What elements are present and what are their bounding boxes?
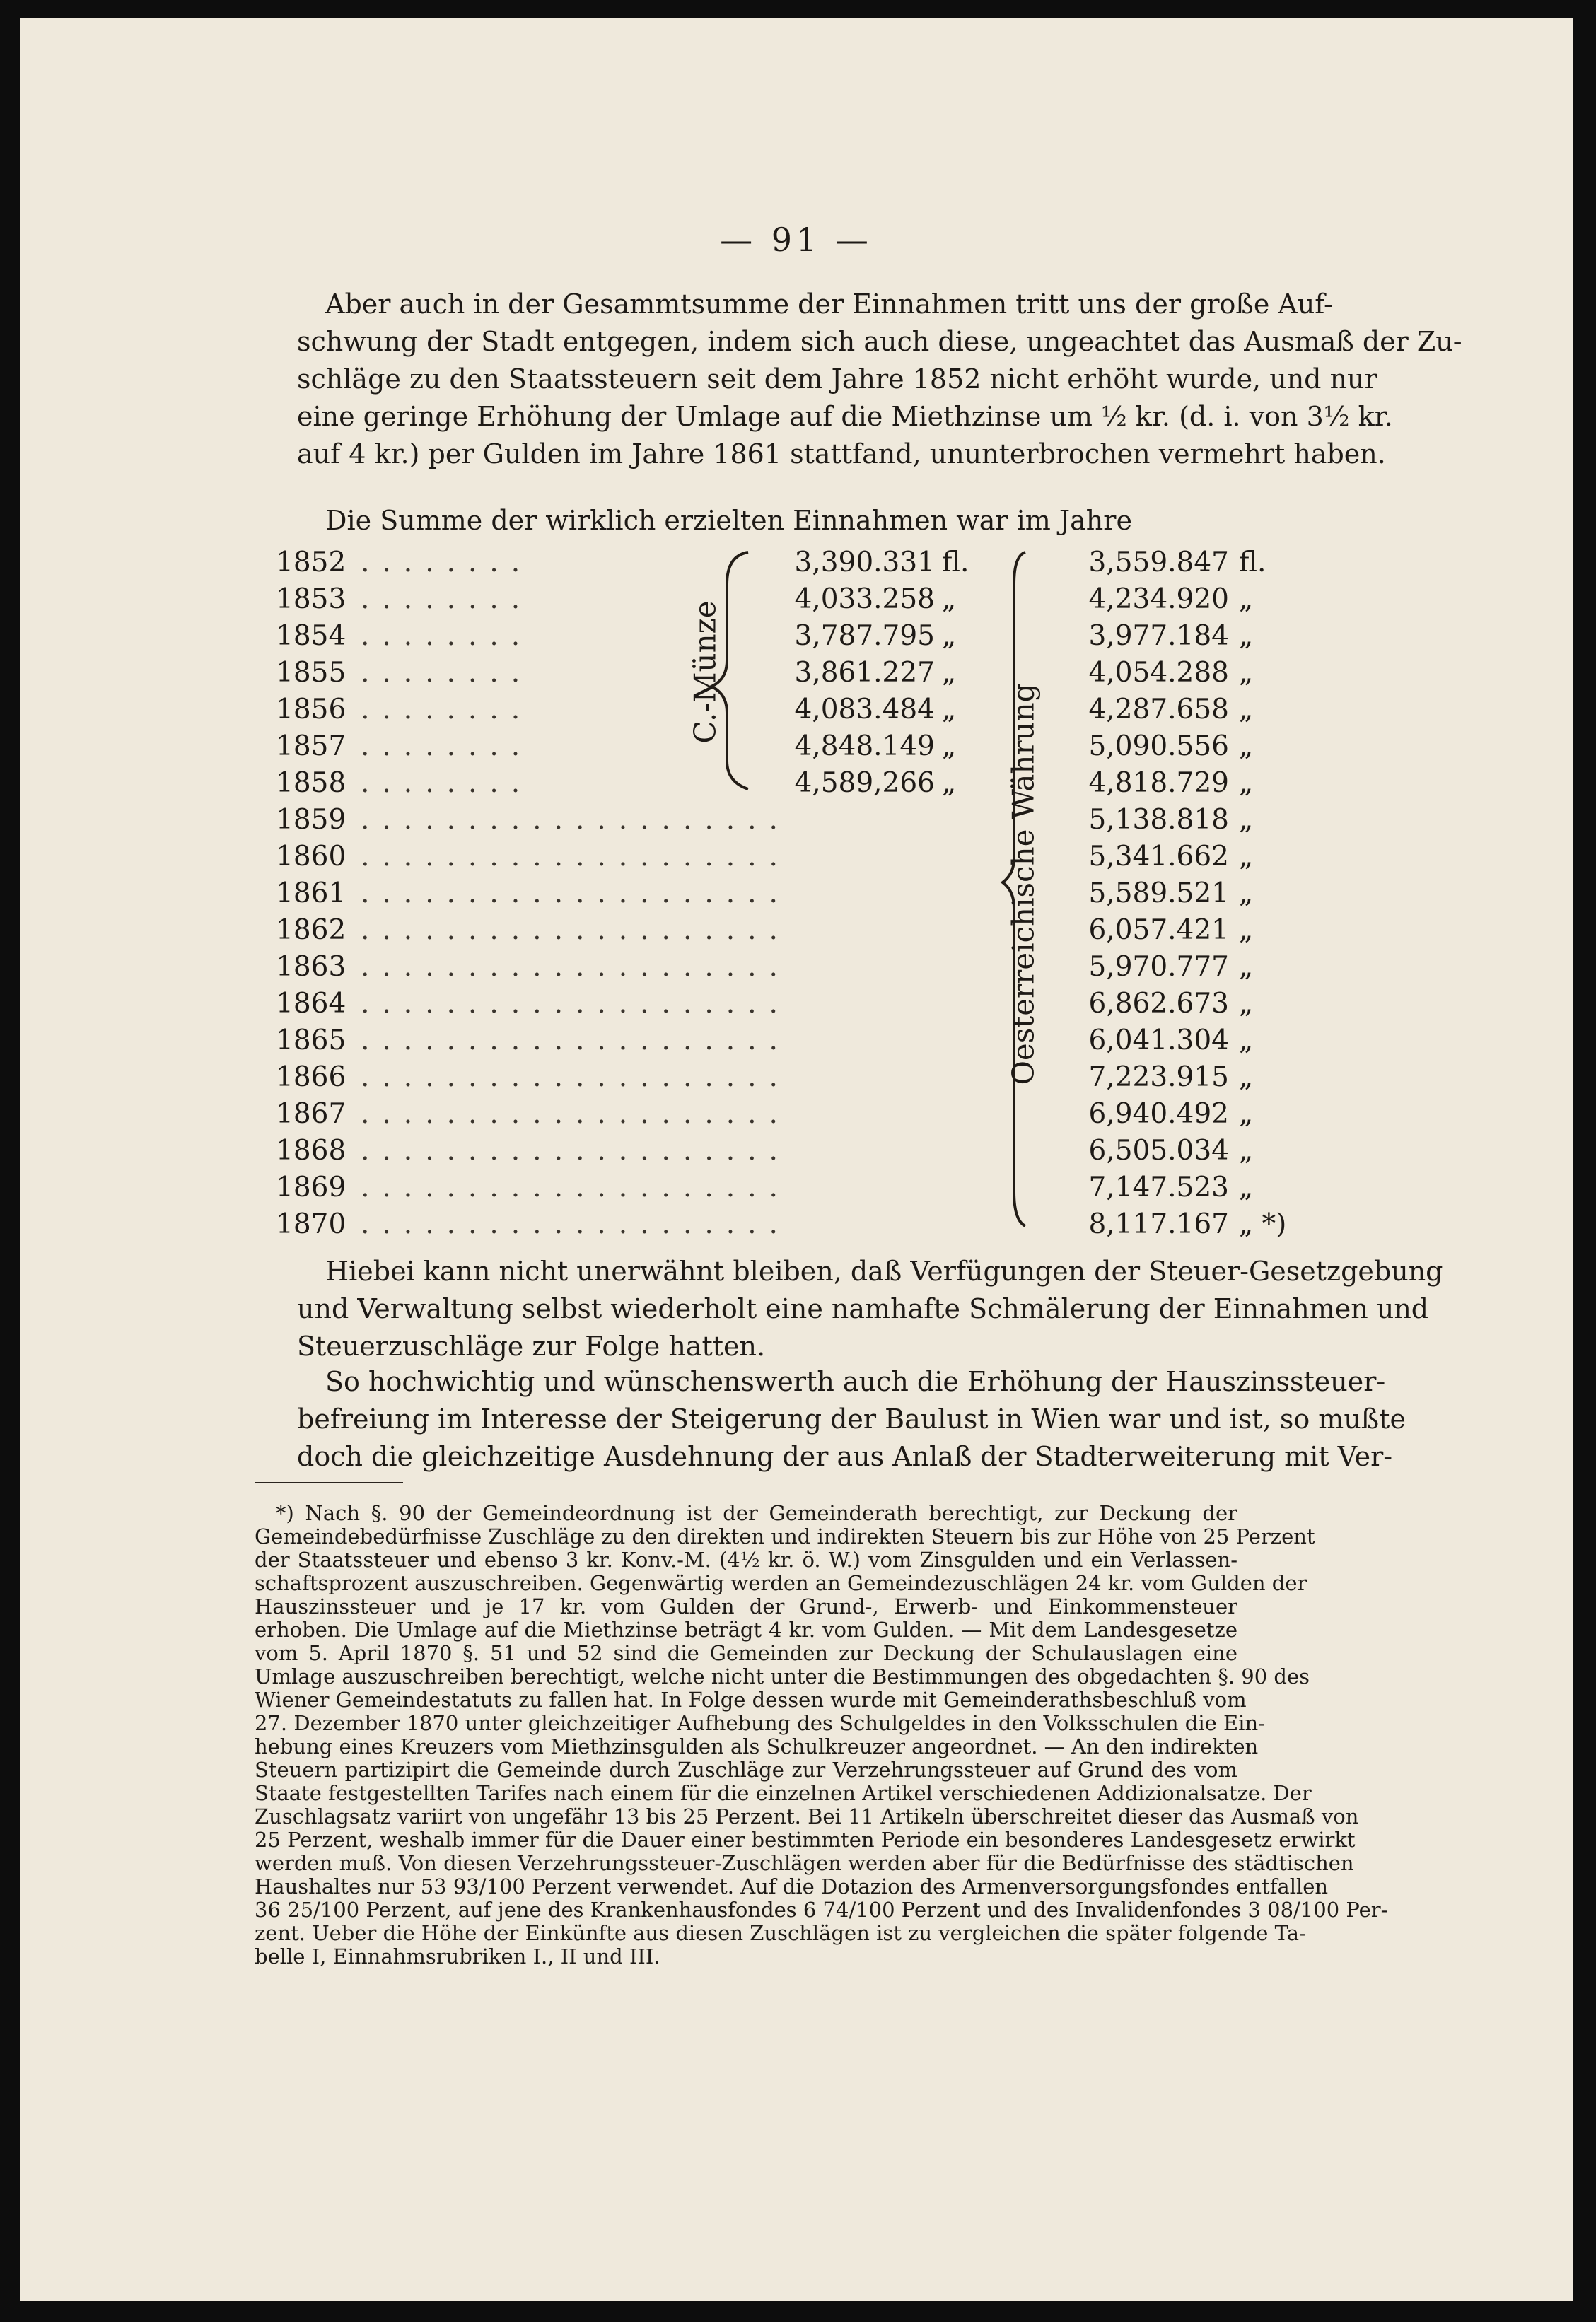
ow-value: 3,977.184: [1088, 620, 1229, 652]
footnote-line: Staate festgestellten Tarifes nach einem für die einzelnen Artikel verschiedenen Addizionalsatze. Der: [255, 1781, 1312, 1805]
cm-unit: „: [942, 730, 957, 762]
leader-dots: ....................: [361, 877, 791, 909]
cm-value: 3,861.227: [794, 657, 935, 689]
cm-unit: „: [942, 694, 957, 725]
ow-unit: „: [1239, 1025, 1254, 1056]
footnote-line: belle I, Einnahmsrubriken I., II und III.: [255, 1944, 660, 1968]
year-cell: 1853: [276, 583, 346, 615]
cm-value: 4,033.258: [794, 583, 935, 615]
ow-value: 3,559.847: [1088, 547, 1229, 578]
year-cell: 1855: [276, 657, 346, 689]
leader-dots: ........: [361, 730, 533, 762]
leader-dots: ........: [361, 620, 533, 652]
cm-unit: „: [942, 583, 957, 615]
paragraph-3: [297, 1363, 1406, 1476]
leader-dots: ........: [361, 547, 533, 578]
ow-unit: „: [1239, 804, 1254, 836]
intro-line: eine geringe Erhöhung der Umlage auf die Miethzinse um ½ kr. (d. i. von 3½ kr.: [297, 401, 1393, 432]
year-cell: 1864: [276, 988, 346, 1020]
leader-dots: ....................: [361, 914, 791, 946]
footnote-line: schaftsprozent auszuschreiben. Gegenwärtig werden an Gemeindezuschlägen 24 kr. vom Gulden der: [255, 1571, 1307, 1595]
year-cell: 1857: [276, 730, 346, 762]
ow-value: 6,862.673: [1088, 988, 1229, 1020]
ow-unit: „: [1239, 877, 1254, 909]
ow-unit: „: [1239, 988, 1254, 1020]
leader-dots: ........: [361, 694, 533, 725]
footnote-line: 27. Dezember 1870 unter gleichzeitiger Aufhebung des Schulgeldes in den Volksschulen die Ein-: [255, 1711, 1265, 1735]
leader-dots: ....................: [361, 1208, 791, 1240]
leader-dots: ....................: [361, 988, 791, 1020]
year-cell: 1862: [276, 914, 346, 946]
ow-value: 6,505.034: [1088, 1135, 1229, 1167]
ow-value: 5,589.521: [1088, 877, 1229, 909]
year-cell: 1854: [276, 620, 346, 652]
footnote-line: Gemeindebedürfnisse Zuschläge zu den direkten und indirekten Steuern bis zur Höhe von 25 Perzent: [255, 1524, 1315, 1548]
ow-unit: „: [1239, 694, 1254, 725]
footnote-line: zent. Ueber die Höhe der Einkünfte aus diesen Zuschlägen ist zu vergleichen die später folgende Ta-: [255, 1921, 1306, 1945]
footnote-line: 36 25/100 Perzent, auf jene des Krankenhausfondes 6 74/100 Perzent und des Invalidenfondes 3 08/100 Per-: [255, 1898, 1388, 1922]
leader-dots: ....................: [361, 1172, 791, 1203]
paragraph-line: Steuerzuschläge zur Folge hatten.: [297, 1331, 766, 1362]
leader-dots: ....................: [361, 1025, 791, 1056]
ow-value: 6,041.304: [1088, 1025, 1229, 1056]
cm-value: 4,848.149: [794, 730, 935, 762]
cm-value: 4,589,266: [794, 767, 935, 799]
document-page: [20, 18, 1573, 2301]
paragraph-2: [297, 1253, 1443, 1365]
leader-dots: ....................: [361, 951, 791, 983]
ow-unit: „ *): [1239, 1208, 1287, 1240]
intro-line: schläge zu den Staatssteuern seit dem Jahre 1852 nicht erhöht wurde, und nur: [297, 363, 1377, 395]
ow-unit: „: [1239, 841, 1254, 873]
footnote-line: werden muß. Von diesen Verzehrungssteuer-Zuschlägen werden aber für die Bedürfnisse des städtischen: [255, 1851, 1354, 1875]
ow-value: 4,287.658: [1088, 694, 1229, 725]
year-cell: 1852: [276, 547, 346, 578]
footnote: [255, 1501, 1388, 1968]
footnote-line: Wiener Gemeindestatuts zu fallen hat. In Folge dessen wurde mit Gemeinderathsbeschluß vom: [255, 1688, 1247, 1712]
year-cell: 1856: [276, 694, 346, 725]
ow-unit: fl.: [1239, 547, 1266, 578]
year-cell: 1863: [276, 951, 346, 983]
year-cell: 1860: [276, 841, 346, 873]
year-cell: 1858: [276, 767, 346, 799]
ow-value: 4,818.729: [1088, 767, 1229, 799]
ow-unit: „: [1239, 1172, 1254, 1203]
ow-label: Oesterreichische Währung: [1006, 683, 1041, 1085]
leader-dots: ....................: [361, 804, 791, 836]
year-cell: 1869: [276, 1172, 346, 1203]
footnote-rule: [255, 1482, 403, 1483]
ow-unit: „: [1239, 657, 1254, 689]
leader-dots: ....................: [361, 1061, 791, 1093]
footnote-line: *) Nach §. 90 der Gemeindeordnung ist der Gemeinderath berechtigt, zur Deckung der: [276, 1501, 1237, 1525]
footnote-line: Umlage auszuschreiben berechtigt, welche nicht unter die Bestimmungen des obgedachten §. 90 des: [255, 1664, 1310, 1688]
table-intro-line: Die Summe der wirklich erzielten Einnahmen war im Jahre: [325, 505, 1132, 536]
year-cell: 1865: [276, 1025, 346, 1056]
ow-value: 6,057.421: [1088, 914, 1229, 946]
ow-unit: „: [1239, 1098, 1254, 1130]
leader-dots: ....................: [361, 1098, 791, 1130]
leader-dots: ....................: [361, 1135, 791, 1167]
ow-value: 5,970.777: [1088, 951, 1229, 983]
footnote-line: erhoben. Die Umlage auf die Miethzinse beträgt 4 kr. vom Gulden. — Mit dem Landesgesetze: [255, 1618, 1237, 1642]
ow-unit: „: [1239, 730, 1254, 762]
ow-unit: „: [1239, 951, 1254, 983]
page-number: — 91 —: [720, 221, 873, 259]
cm-unit: „: [942, 620, 957, 652]
leader-dots: ........: [361, 767, 533, 799]
cm-unit: „: [942, 767, 957, 799]
ow-unit: „: [1239, 767, 1254, 799]
ow-value: 4,234.920: [1088, 583, 1229, 615]
paragraph-line: und Verwaltung selbst wiederholt eine namhafte Schmälerung der Einnahmen und: [297, 1293, 1429, 1324]
cm-unit: fl.: [942, 547, 969, 578]
paragraph-line: doch die gleichzeitige Ausdehnung der aus Anlaß der Stadterweiterung mit Ver-: [297, 1441, 1393, 1472]
cm-value: 3,787.795: [794, 620, 935, 652]
ow-value: 5,090.556: [1088, 730, 1229, 762]
ow-value: 7,147.523: [1088, 1172, 1229, 1203]
paragraph-line: Hiebei kann nicht unerwähnt bleiben, daß Verfügungen der Steuer-Gesetzgebung: [325, 1256, 1443, 1287]
intro-line: auf 4 kr.) per Gulden im Jahre 1861 stattfand, ununterbrochen vermehrt haben.: [297, 438, 1386, 469]
year-cell: 1859: [276, 804, 346, 836]
intro-line: Aber auch in der Gesammtsumme der Einnahmen tritt uns der große Auf-: [325, 288, 1333, 320]
leader-dots: ....................: [361, 841, 791, 873]
paragraph-line: So hochwichtig und wünschenswerth auch die Erhöhung der Hauszinssteuer-: [325, 1366, 1386, 1397]
intro-line: schwung der Stadt entgegen, indem sich auch diese, ungeachtet das Ausmaß der Zu-: [297, 326, 1462, 357]
footnote-line: vom 5. April 1870 §. 51 und 52 sind die Gemeinden zur Deckung der Schulauslagen eine: [255, 1641, 1237, 1665]
footnote-line: hebung eines Kreuzers vom Miethzinsgulden als Schulkreuzer angeordnet. — An den indirekten: [255, 1734, 1259, 1758]
ow-unit: „: [1239, 583, 1254, 615]
year-cell: 1870: [276, 1208, 346, 1240]
ow-unit: „: [1239, 1135, 1254, 1167]
year-cell: 1866: [276, 1061, 346, 1093]
year-cell: 1861: [276, 877, 346, 909]
footnote-line: 25 Perzent, weshalb immer für die Dauer einer bestimmten Periode ein besonderes Landesgesetz erwirkt: [255, 1828, 1356, 1852]
footnote-line: Zuschlagsatz variirt von ungefähr 13 bis 25 Perzent. Bei 11 Artikeln überschreitet dieser das Ausmaß von: [255, 1804, 1359, 1828]
footnote-line: Steuern partizipirt die Gemeinde durch Zuschläge zur Verzehrungssteuer auf Grund des vom: [255, 1758, 1237, 1782]
footnote-line: Haushaltes nur 53 93/100 Perzent verwendet. Auf die Dotazion des Armenversorgungsfondes entfallen: [255, 1874, 1329, 1898]
ow-value: 7,223.915: [1088, 1061, 1229, 1093]
ow-unit: „: [1239, 914, 1254, 946]
year-cell: 1868: [276, 1135, 346, 1167]
footnote-line: Hauszinssteuer und je 17 kr. vom Gulden der Grund-, Erwerb- und Einkommensteuer: [255, 1594, 1237, 1618]
cm-label: C.-Münze: [687, 600, 723, 744]
ow-value: 5,138.818: [1088, 804, 1229, 836]
ow-unit: „: [1239, 1061, 1254, 1093]
leader-dots: ........: [361, 583, 533, 615]
paragraph-line: befreiung im Interesse der Steigerung der Baulust in Wien war und ist, so mußte: [297, 1404, 1406, 1435]
cm-value: 3,390.331: [794, 547, 935, 578]
cm-value: 4,083.484: [794, 694, 935, 725]
ow-unit: „: [1239, 620, 1254, 652]
ow-value: 5,341.662: [1088, 841, 1229, 873]
ow-value: 4,054.288: [1088, 657, 1229, 689]
leader-dots: ........: [361, 657, 533, 689]
footnote-line: der Staatssteuer und ebenso 3 kr. Konv.-M. (4½ kr. ö. W.) vom Zinsgulden und ein Verlassen-: [255, 1548, 1237, 1572]
cm-unit: „: [942, 657, 957, 689]
year-cell: 1867: [276, 1098, 346, 1130]
ow-value: 8,117.167: [1088, 1208, 1229, 1240]
ow-value: 6,940.492: [1088, 1098, 1229, 1130]
